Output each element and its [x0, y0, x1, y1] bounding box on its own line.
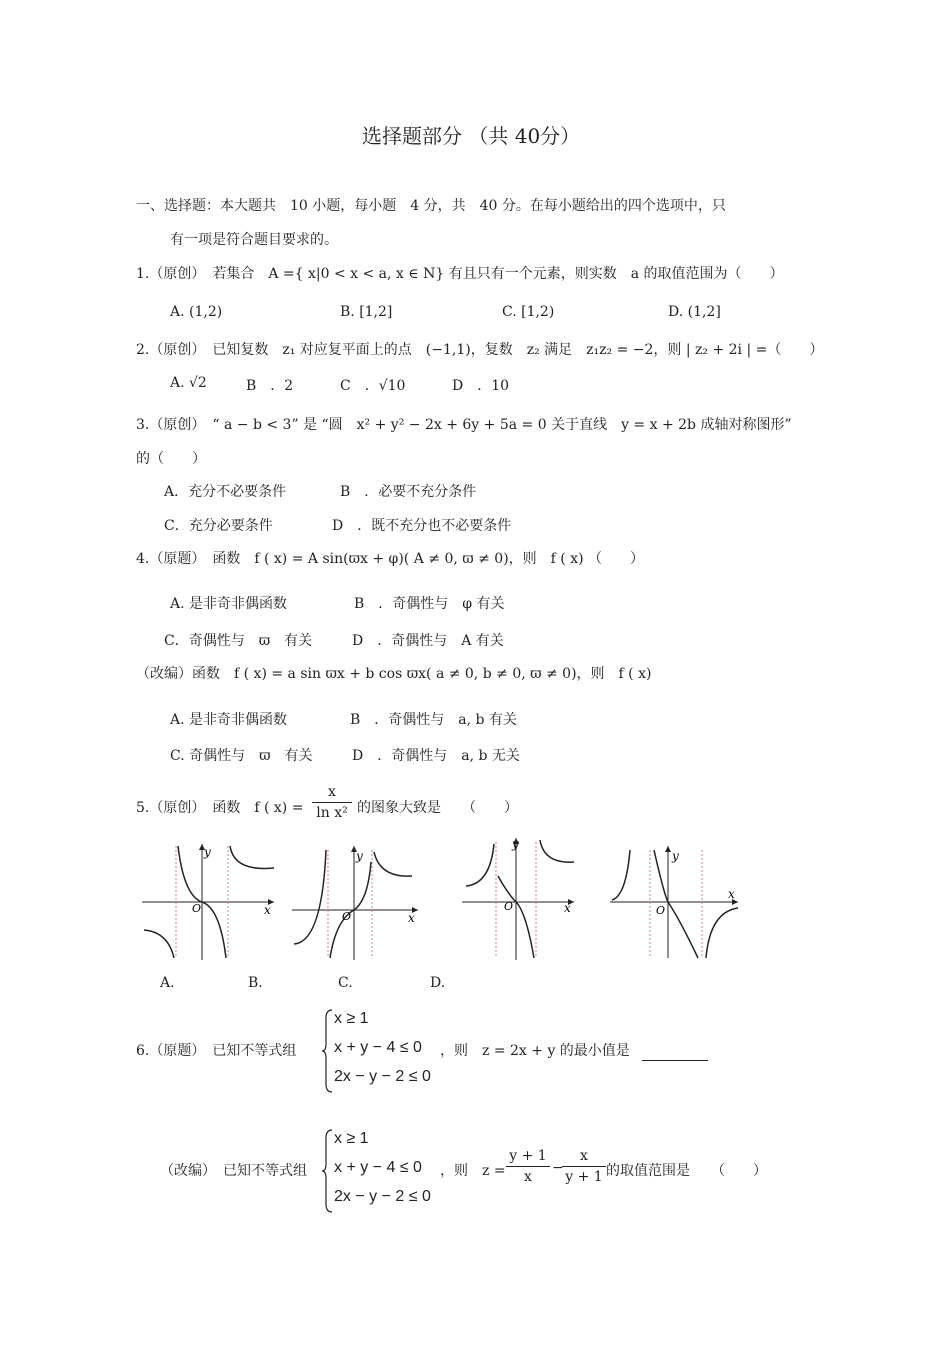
q3-option-a: A．充分不必要条件 [164, 484, 287, 500]
graph-d [610, 842, 740, 960]
q5-fraction-numerator: x [328, 784, 336, 800]
q3-option-d: D ．既不充分也不必要条件 [332, 518, 512, 534]
q6-system-line-2: x + y − 4 ≤ 0 [334, 1039, 422, 1056]
q6-fraction-2-denominator: y + 1 [565, 1169, 603, 1185]
q6-variant-suffix: 的取值范围是 （ ） [606, 1163, 767, 1179]
graph-b [292, 842, 422, 960]
section-heading-line1: 一、选择题：本大题共 10 小题，每小题 4 分，共 40 分。在每小题给出的四个选项中，只 [136, 198, 726, 214]
q6-minus-sign: − [552, 1160, 564, 1176]
q1-option-d: D. (1,2] [668, 304, 721, 320]
fraction-bar [312, 802, 352, 803]
q5-fraction [312, 784, 352, 821]
graph-d-origin: O [656, 904, 666, 917]
q6-variant-prefix: （改编） 已知不等式组 [160, 1163, 307, 1179]
q1-option-c: C. [1,2) [502, 304, 555, 320]
graph-a-y-label: y [204, 845, 211, 859]
graph-c-y-label: y [512, 837, 519, 851]
graph-a [142, 842, 277, 960]
q2-stem: 2.（原创） 已知复数 z₁ 对应复平面上的点 (−1,1)，复数 z₂ 满足 z₁z₂ = −2，则 | z₂ + 2i | =（ ） [136, 342, 824, 358]
q6-fraction-2 [562, 1148, 606, 1185]
q4-option-a: A. 是非奇非偶函数 [170, 596, 288, 612]
graph-d-x-label: x [728, 887, 735, 901]
q6-stem-prefix: 6.（原题） 已知不等式组 [136, 1043, 297, 1059]
q2-option-c: C ．√10 [340, 378, 406, 394]
q5-stem-prefix: 5.（原创） 函数 f ( x) = [136, 800, 304, 816]
q5-fraction-denominator: ln x² [316, 805, 348, 821]
graph-b-origin: O [342, 910, 352, 923]
fraction-bar [562, 1166, 606, 1167]
q1-option-a: A. (1,2) [170, 304, 223, 320]
q4-option-d: D ．奇偶性与 A 有关 [352, 633, 504, 649]
q2-option-a: A. √2 [170, 375, 207, 391]
graph-label-b: B. [248, 975, 263, 991]
q1-option-b: B. [1,2] [340, 304, 393, 320]
q6-fraction-2-numerator: x [580, 1148, 588, 1164]
q6-system-line-1: x ≥ 1 [334, 1010, 369, 1027]
q6-fraction-1-numerator: y + 1 [509, 1148, 547, 1164]
q6-variant-system-line-3: 2x − y − 2 ≤ 0 [334, 1188, 431, 1205]
graph-c-x-label: x [564, 901, 571, 915]
q4-variant-option-d: D ．奇偶性与 a, b 无关 [352, 748, 520, 764]
graph-d-y-label: y [672, 849, 679, 863]
q2-option-b: B ．2 [246, 378, 294, 394]
q6-variant-system-brace [322, 1128, 334, 1214]
q1-stem: 1.（原创） 若集合 A ={ x|0 < x < a, x ∈ N} 有且只有一个元素，则实数 a 的取值范围为（ ） [136, 266, 784, 282]
section-heading-line2: 有一项是符合题目要求的。 [170, 232, 338, 248]
q6-variant-system-line-1: x ≥ 1 [334, 1130, 369, 1147]
q6-fraction-1 [506, 1148, 550, 1185]
q3-option-c: C．充分必要条件 [164, 518, 273, 534]
graph-c-origin: O [504, 900, 514, 913]
q4-variant-option-a: A. 是非奇非偶函数 [170, 712, 288, 728]
q6-system-line-3: 2x − y − 2 ≤ 0 [334, 1068, 431, 1085]
graph-b-y-label: y [356, 849, 363, 863]
q6-fraction-1-denominator: x [524, 1169, 532, 1185]
fraction-bar [506, 1166, 550, 1167]
graph-label-a: A. [160, 975, 175, 991]
q6-system-brace [322, 1008, 334, 1094]
page-title: 选择题部分 （共 40分） [362, 124, 581, 148]
graph-a-origin: O [192, 902, 202, 915]
q4-stem: 4.（原题） 函数 f ( x) = A sin(ϖx + φ)( A ≠ 0, ϖ ≠ 0)，则 f ( x) （ ） [136, 551, 645, 567]
graph-label-c: C. [338, 975, 353, 991]
answer-blank [642, 1042, 708, 1061]
graph-c [462, 836, 582, 960]
q3-option-b: B ．必要不充分条件 [340, 484, 477, 500]
q6-stem-suffix: ，则 z = 2x + y 的最小值是 [440, 1043, 630, 1059]
q4-variant-option-c: C. 奇偶性与 ϖ 有关 [170, 748, 313, 764]
q2-option-d: D ．10 [452, 378, 510, 394]
q4-option-b: B ．奇偶性与 φ 有关 [354, 596, 505, 612]
graph-b-x-label: x [408, 911, 415, 925]
q4-variant-option-b: B ．奇偶性与 a, b 有关 [350, 712, 517, 728]
q3-stem: 3.（原创） “ a − b < 3” 是 “圆 x² + y² − 2x + 6y + 5a = 0 关于直线 y = x + 2b 成轴对称图形” [136, 417, 792, 433]
q4-variant-stem: （改编）函数 f ( x) = a sin ϖx + b cos ϖx( a ≠ 0, b ≠ 0, ϖ ≠ 0)，则 f ( x) [136, 666, 652, 682]
q6-variant-system-line-2: x + y − 4 ≤ 0 [334, 1159, 422, 1176]
q6-variant-mid: ，则 z = [440, 1163, 506, 1179]
q5-stem-suffix: 的图象大致是 （ ） [357, 800, 518, 816]
graph-a-x-label: x [264, 903, 271, 917]
q3-stem-continued: 的（ ） [136, 451, 206, 467]
graph-label-d: D. [430, 975, 446, 991]
q4-option-c: C．奇偶性与 ϖ 有关 [164, 633, 313, 649]
